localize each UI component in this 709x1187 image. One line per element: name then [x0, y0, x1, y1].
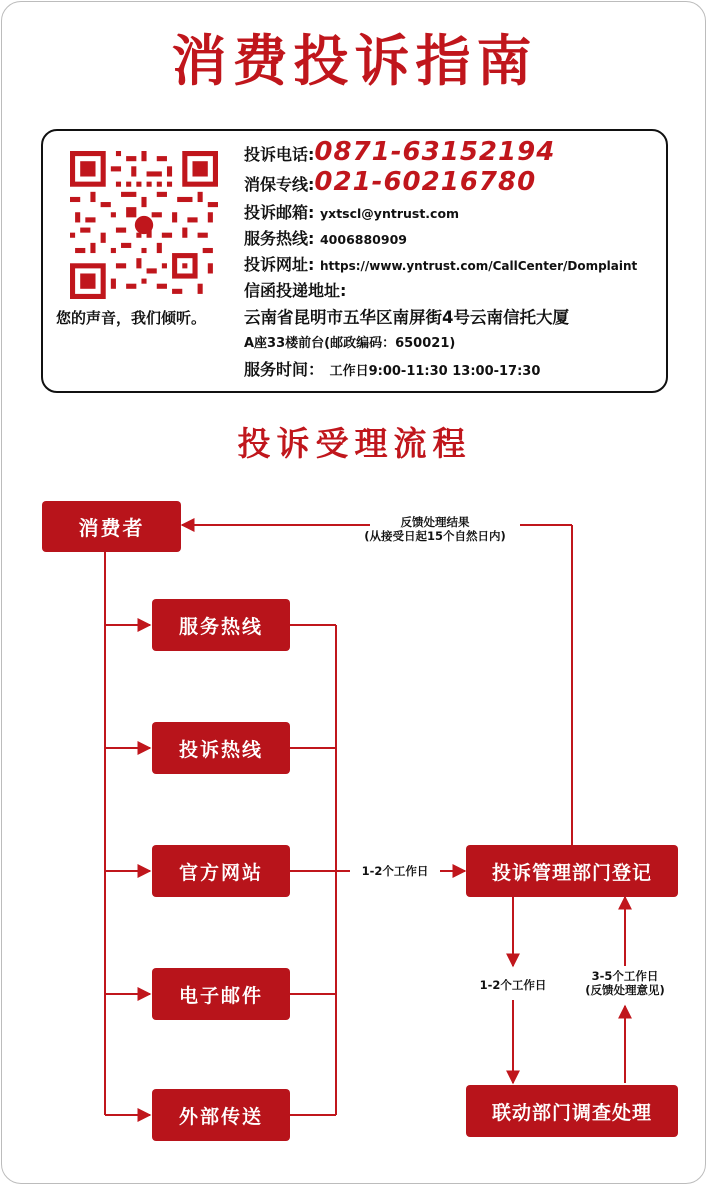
page-title: 消费投诉指南 [171, 29, 538, 93]
address-line2: A座33楼前台(邮政编码：650021) [244, 336, 456, 351]
channel-email-box: 电子邮件 [152, 968, 290, 1020]
process-title: 投诉受理流程 [237, 424, 472, 463]
url-value[interactable]: https://www.yntrust.com/CallCenter/Domplaint [319, 259, 638, 273]
protection-label: 消保专线: [244, 175, 315, 194]
back-line1: 3-5个工作日 [591, 969, 659, 983]
protection-value[interactable]: 021-60216780 [314, 167, 537, 197]
hours-value: 工作日9:00-11:30 13:00-17:30 [329, 364, 541, 379]
hotline-label: 服务热线: [244, 229, 315, 248]
register-box: 投诉管理部门登记 [466, 845, 678, 897]
channel-complaint-hotline-box: 投诉热线 [152, 722, 290, 774]
hours-label: 服务时间： [244, 360, 325, 379]
url-label: 投诉网址: [244, 255, 315, 274]
feedback-line2: (从接受日起15个自然日内) [364, 529, 506, 543]
phone-label: 投诉电话: [244, 145, 315, 164]
channel-website-box: 官方网站 [152, 845, 290, 897]
phone-value[interactable]: 0871-63152194 [314, 137, 556, 167]
hotline-value[interactable]: 4006880909 [319, 232, 407, 247]
address-label: 信函投递地址: [244, 281, 347, 300]
email-label: 投诉邮箱: [244, 203, 315, 222]
email-value[interactable]: yxtscl@yntrust.com [319, 206, 460, 221]
channel-external-box: 外部传送 [152, 1089, 290, 1141]
back-line2: (反馈处理意见) [585, 983, 665, 997]
to-investigate-label: 1-2个工作日 [479, 978, 547, 992]
address-line1: 云南省昆明市五华区南屏街4号云南信托大厦 [244, 308, 569, 327]
consumer-box: 消费者 [42, 501, 181, 552]
feedback-label [355, 515, 515, 543]
feedback-line1: 反馈处理结果 [400, 515, 470, 529]
qr-caption: 您的声音，我们倾听。 [56, 309, 207, 327]
to-register-label: 1-2个工作日 [361, 864, 429, 878]
investigate-box: 联动部门调查处理 [466, 1085, 678, 1137]
back-label [574, 969, 676, 997]
channel-hotline-box: 服务热线 [152, 599, 290, 651]
